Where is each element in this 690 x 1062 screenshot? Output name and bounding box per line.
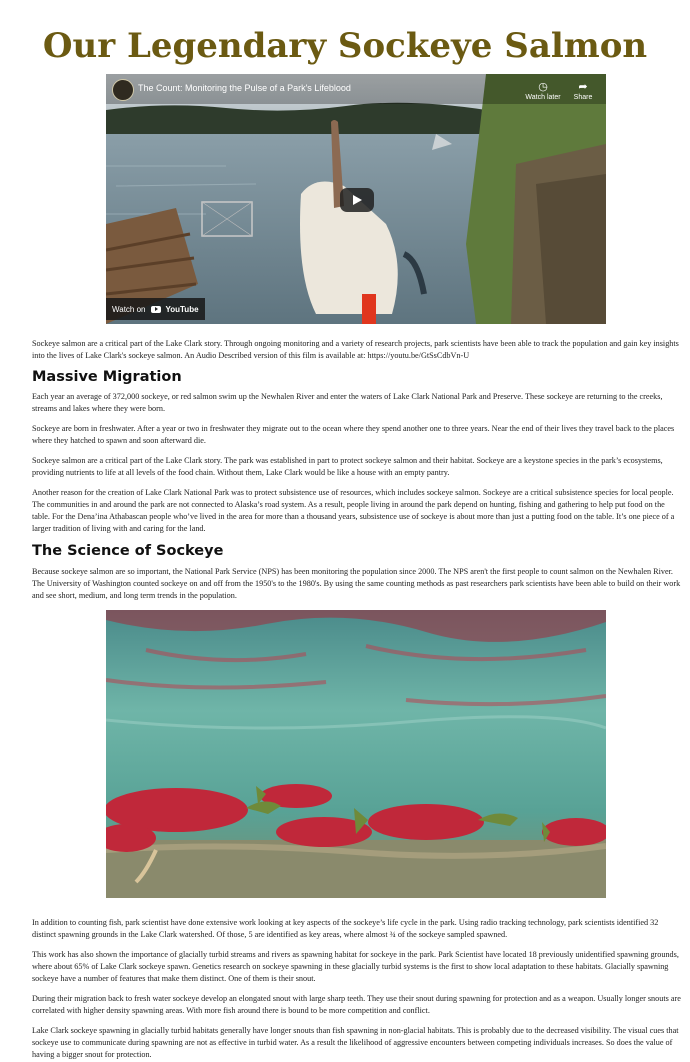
paragraph: This work has also shown the importance of glacially turbid streams and rivers as spawning habitat for sockeye in the park. Park Scientist have located 18 previously unidentified spawning grounds, where about 65% of Lake Clark sockeye spawn. Genetics research on sockeye spawning in these glacially turbid systems is the first to show local adaptation to these habitats. Glacially spawning sockeye have a number of features that make them distinct. One of them is their snout. (32, 950, 679, 983)
paragraph: Sockeye salmon are a critical part of the Lake Clark story. The park was established in part to protect sockeye salmon and their habitat. Sockeye are a keystone species in the park’s ecosystems, providing nutrients to life at all levels of the food chain. Without them, Lake Clark would be like a house with an empty pantry. (32, 456, 663, 477)
play-button[interactable] (340, 188, 374, 212)
watch-later-button[interactable] (521, 80, 565, 101)
watch-later-label: Watch later (525, 94, 561, 101)
section-heading-migration: Massive Migration (32, 369, 182, 385)
share-icon: ➦ (578, 81, 588, 93)
intro-paragraph: Sockeye salmon are a critical part of the Lake Clark story. Through ongoing monitoring and a variety of research projects, park scientists have been able to track the population and gain key insights into the lives of Lake Clark's sockeye salmon. An Audio Described version of this film is available at: https://youtu.be/GtSsCdbVn-U (32, 339, 679, 360)
clock-icon: ◷ (538, 81, 548, 93)
paragraph: Sockeye are born in freshwater. After a year or two in freshwater they migrate out to the ocean where they spend another one to three years. Near the end of their lives they travel back to the places where they hatched to spawn and soon afterward die. (32, 424, 675, 445)
youtube-wordmark: YouTube (165, 304, 199, 314)
paragraph: During their migration back to fresh water sockeye develop an elongated snout with large sharp teeth. They use their snout during spawning for protection and as a weapon. Usually longer snouts are correlated with higher density spawning areas. With more fish around there is bound to be more competition and conflict. (32, 994, 681, 1015)
paragraph: Because sockeye salmon are so important, the National Park Service (NPS) has been monitoring the population since 2000. The NPS aren't the first people to count salmon on the Newhalen River. The University of Washington counted sockeye on and off from the 1950's to the 1980's. By using the same counting methods as past researchers park scientists have been able to build on their work and see short, medium, and long term trends in the population. (32, 567, 681, 600)
video-title[interactable]: The Count: Monitoring the Pulse of a Park's Lifeblood (138, 83, 351, 93)
video-player[interactable] (106, 74, 606, 324)
paragraph: Another reason for the creation of Lake Clark National Park was to protect subsistence use of resources, which includes sockeye salmon. Sockeye are a critical subsistence species for local people. The communities in and around the park are not connected to Alaska’s road system. As a result, people living in around the park depend on hunting, fishing and gathering to help put food on the table. For the Dena’ina Athabascan people who’ve lived in the area for more than a thousand years, subsistence use of sockeye is about more than just a putting food on the table. It’s one piece of a larger tradition of living with and caring for the land. (32, 488, 675, 533)
paragraph: In addition to counting fish, park scientist have done extensive work looking at key aspects of the sockeye’s life cycle in the park. Using radio tracking technology, park scientists identified 32 distinct spawning grounds in the Lake Clark watershed. Of those, 5 are identified as key areas, where almost ¾ of the sockeye sampled spawned. (32, 918, 659, 939)
paragraph: Each year an average of 372,000 sockeye, or red salmon swim up the Newhalen River and enter the waters of Lake Clark National Park and Preserve. These sockeye are returning to the creeks, streams and lakes where they were born. (32, 392, 663, 413)
watch-on-youtube-link[interactable] (106, 298, 205, 320)
sockeye-photo (106, 610, 606, 898)
play-icon (353, 195, 362, 205)
page-title: Our Legendary Sockeye Salmon (42, 26, 648, 66)
channel-logo[interactable] (112, 79, 134, 101)
share-label: Share (573, 94, 593, 101)
youtube-icon (151, 306, 161, 313)
section-heading-science: The Science of Sockeye (32, 543, 224, 559)
paragraph: Lake Clark sockeye spawning in glacially turbid habitats generally have longer snouts than fish spawning in non-glacial habitats. This is probably due to the decreased visibility. The visual cues that sockeye use to communicate during spawning are not as effective in turbid water. As a result the likelihood of aggressive encounters between competing individuals increases. So does the value of having a bigger snout for protection. (32, 1026, 679, 1059)
share-button[interactable] (561, 80, 605, 101)
watch-on-label: Watch on (112, 304, 146, 314)
